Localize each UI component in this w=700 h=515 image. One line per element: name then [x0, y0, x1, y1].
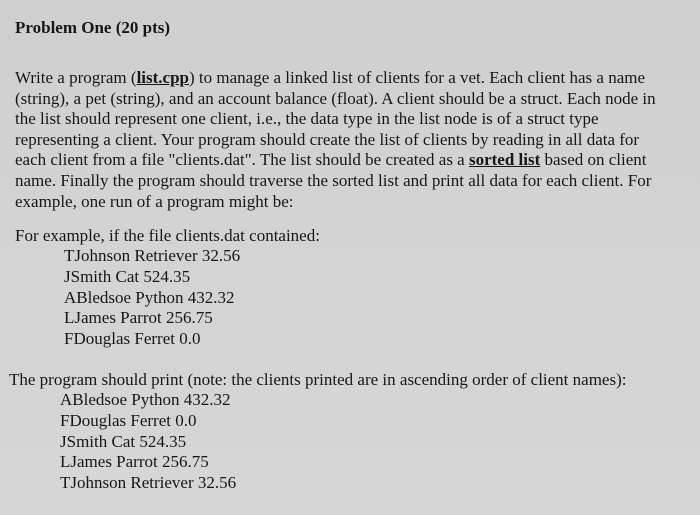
text-fragment: ) to manage a linked list of clients for a vet. Each client has a name: [189, 68, 646, 87]
text-fragment: each client from a file "clients.dat". The list should be created as a: [15, 150, 469, 170]
list-item: FDouglas Ferret 0.0: [60, 410, 197, 430]
input-example-intro: For example, if the file clients.dat contained:: [15, 226, 320, 245]
text-fragment: Write a program (: [15, 68, 137, 87]
description-line-4: representing a client. Your program should create the list of clients by reading in all data for: [15, 129, 640, 149]
problem-heading: Problem One (20 pts): [15, 18, 171, 37]
output-client-list: [60, 390, 236, 494]
description-line-6: name. Finally the program should traverse the sorted list and print all data for each client. For: [15, 170, 652, 190]
list-item: TJohnson Retriever 32.56: [64, 246, 241, 265]
input-client-list: [64, 246, 240, 350]
list-item: FDouglas Ferret 0.0: [64, 329, 201, 349]
list-item: JSmith Cat 524.35: [60, 431, 187, 451]
text-fragment: based on client: [540, 150, 647, 170]
list-item: LJames Parrot 256.75: [64, 308, 213, 328]
description-line-1: [15, 68, 656, 89]
output-example-intro: The program should print (note: the clients printed are in ascending order of client names):: [9, 370, 627, 389]
description-line-2: (string), a pet (string), and an account balance (float). A client should be a struct. Each node in: [15, 88, 656, 108]
emphasis-sorted-list: sorted list: [468, 150, 541, 170]
list-item: TJohnson Retriever 32.56: [60, 473, 237, 493]
list-item: ABledsoe Python 432.32: [60, 390, 231, 409]
list-item: LJames Parrot 256.75: [60, 452, 209, 472]
list-item: JSmith Cat 524.35: [64, 266, 191, 286]
description-line-3: the list should represent one client, i.e., the data type in the list node is of a struct type: [15, 109, 599, 129]
filename-list-cpp: list.cpp: [136, 68, 190, 87]
problem-description: [15, 68, 656, 212]
list-item: ABledsoe Python 432.32: [64, 287, 235, 307]
description-line-5: [15, 150, 656, 171]
description-line-7: example, one run of a program might be:: [15, 191, 294, 211]
